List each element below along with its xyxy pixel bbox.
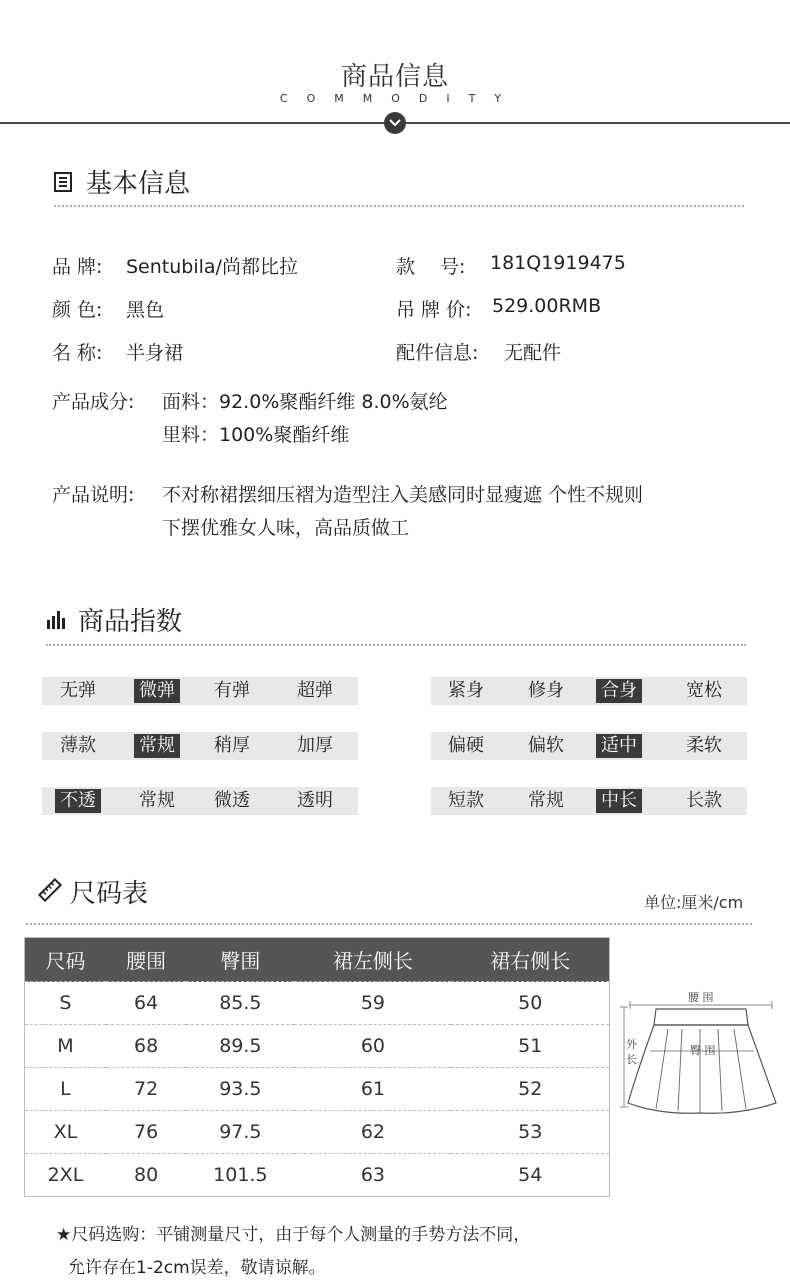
size-table-header: 尺码 <box>25 938 106 982</box>
size-table-header: 腰围 <box>106 938 186 982</box>
table-cell: 89.5 <box>186 1025 294 1068</box>
table-cell: 72 <box>106 1068 186 1111</box>
index-option: 微透 <box>214 790 250 811</box>
table-cell: 93.5 <box>186 1068 294 1111</box>
table-row <box>25 1154 610 1197</box>
color-label: 颜 色: <box>52 299 103 321</box>
page-title: 商品信息 <box>340 62 449 92</box>
index-option: 柔软 <box>686 735 722 756</box>
ruler-icon <box>38 878 62 906</box>
brand-value: Sentubila/尚都比拉 <box>126 256 298 278</box>
table-cell: 80 <box>106 1154 186 1197</box>
index-option: 短款 <box>448 790 484 811</box>
index-option-selected: 微弹 <box>134 679 180 703</box>
index-option-selected: 不透 <box>55 789 101 813</box>
section-divider <box>54 205 744 207</box>
diagram-waist-label: 腰 围 <box>688 991 714 1004</box>
table-cell: 50 <box>451 982 609 1025</box>
index-bar-left <box>42 732 358 760</box>
composition-line-2: 里料：100%聚酯纤维 <box>162 424 350 446</box>
table-cell: M <box>25 1025 106 1068</box>
size-table-header: 裙右侧长 <box>451 938 609 982</box>
diagram-length-label: 外 长 <box>626 1038 637 1066</box>
accessory-label: 配件信息: <box>396 342 479 364</box>
size-table <box>24 937 610 1197</box>
composition-line-1: 面料：92.0%聚酯纤维 8.0%氨纶 <box>162 391 448 413</box>
index-option-selected: 中长 <box>596 789 642 813</box>
table-cell: 60 <box>294 1025 451 1068</box>
index-option: 常规 <box>528 790 564 811</box>
table-cell: 101.5 <box>186 1154 294 1197</box>
index-option-selected: 合身 <box>596 679 642 703</box>
diagram-hip-label: 臀 围 <box>690 1044 716 1057</box>
section-divider <box>46 644 746 646</box>
size-note-line-2: 允许存在1-2cm误差，敬请谅解。 <box>68 1258 326 1278</box>
section-divider <box>26 923 752 925</box>
style-label: 款 号: <box>396 256 466 278</box>
price-label: 吊 牌 价: <box>396 299 472 321</box>
description-line-2: 下摆优雅女人味，高品质做工 <box>162 517 410 539</box>
section-heading-size: 尺码表 <box>70 879 149 909</box>
index-option: 薄款 <box>60 735 96 756</box>
index-bar-right <box>431 787 747 815</box>
table-cell: L <box>25 1068 106 1111</box>
index-option: 长款 <box>686 790 722 811</box>
table-row <box>25 1068 610 1111</box>
index-option: 修身 <box>528 680 564 701</box>
accessory-value: 无配件 <box>504 342 562 364</box>
section-heading-index: 商品指数 <box>78 607 183 637</box>
index-option: 无弹 <box>60 680 96 701</box>
style-value: 181Q1919475 <box>490 252 626 274</box>
unit-label: 单位:厘米/cm <box>644 893 744 912</box>
table-cell: 2XL <box>25 1154 106 1197</box>
size-note-line-1: ★尺码选购：平铺测量尺寸，由于每个人测量的手势方法不同， <box>56 1225 531 1245</box>
size-table-header: 裙左侧长 <box>294 938 451 982</box>
name-label: 名 称: <box>52 342 103 364</box>
index-option: 偏硬 <box>448 735 484 756</box>
skirt-diagram <box>620 985 785 1124</box>
color-value: 黑色 <box>126 299 165 321</box>
section-heading-basic: 基本信息 <box>86 169 191 199</box>
index-bar-left <box>42 787 358 815</box>
description-line-1: 不对称裙摆细压褶为造型注入美感同时显瘦遮 个性不规则 <box>162 484 644 506</box>
size-table-header: 臀围 <box>186 938 294 982</box>
price-value: 529.00RMB <box>492 295 602 317</box>
table-cell: 97.5 <box>186 1111 294 1154</box>
table-cell: XL <box>25 1111 106 1154</box>
table-row <box>25 982 610 1025</box>
index-option: 常规 <box>139 790 175 811</box>
table-cell: 85.5 <box>186 982 294 1025</box>
table-cell: 61 <box>294 1068 451 1111</box>
index-option: 偏软 <box>528 735 564 756</box>
document-icon <box>54 172 72 196</box>
description-label: 产品说明: <box>52 484 135 506</box>
table-row <box>25 1111 610 1154</box>
table-cell: S <box>25 982 106 1025</box>
index-option: 超弹 <box>297 680 333 701</box>
composition-label: 产品成分: <box>52 391 135 413</box>
table-cell: 63 <box>294 1154 451 1197</box>
index-option: 宽松 <box>686 680 722 701</box>
index-bar-left <box>42 677 358 705</box>
bar-chart-icon <box>46 611 66 633</box>
table-cell: 76 <box>106 1111 186 1154</box>
brand-label: 品 牌: <box>52 256 103 278</box>
index-option: 透明 <box>297 790 333 811</box>
index-option: 有弹 <box>214 680 250 701</box>
table-cell: 64 <box>106 982 186 1025</box>
index-option: 稍厚 <box>214 735 250 756</box>
table-cell: 62 <box>294 1111 451 1154</box>
table-cell: 54 <box>451 1154 609 1197</box>
chevron-down-icon <box>384 112 406 134</box>
index-option-selected: 适中 <box>596 734 642 758</box>
index-option-selected: 常规 <box>134 734 180 758</box>
table-cell: 52 <box>451 1068 609 1111</box>
table-row <box>25 1025 610 1068</box>
table-cell: 51 <box>451 1025 609 1068</box>
table-cell: 68 <box>106 1025 186 1068</box>
page-subtitle: COMMODITY <box>279 92 521 105</box>
index-bar-right <box>431 732 747 760</box>
index-bar-right <box>431 677 747 705</box>
table-cell: 53 <box>451 1111 609 1154</box>
table-cell: 59 <box>294 982 451 1025</box>
index-option: 紧身 <box>448 680 484 701</box>
index-option: 加厚 <box>297 735 333 756</box>
name-value: 半身裙 <box>126 342 184 364</box>
